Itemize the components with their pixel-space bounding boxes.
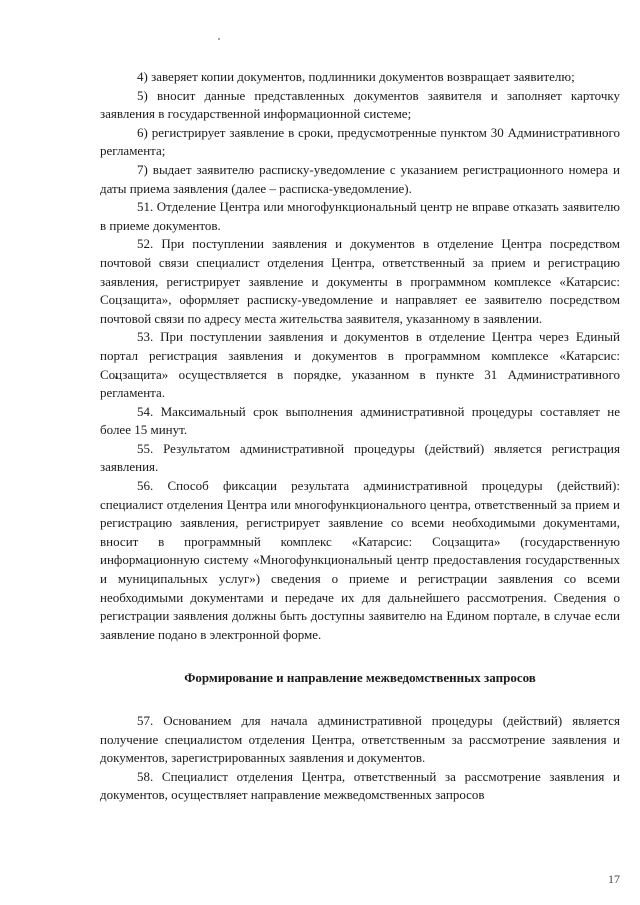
page-number: 17	[608, 872, 620, 886]
list-item-6: 6) регистрирует заявление в сроки, предусмотренные пунктом 30 Административного регламента;	[100, 124, 620, 159]
clause-51: 51. Отделение Центра или многофункциональный центр не вправе отказать заявителю в приеме документов.	[100, 199, 620, 233]
clause-57: 57. Основанием для начала административной процедуры (действий) является получение специалистом отделения Центра, ответственным за рассмотрение заявления и документов, зарегистрированных заявления и документов.	[100, 713, 620, 766]
clause-53: 53. При поступлении заявления и документов в отделение Центра через Единый портал регистрация заявления и документов в программном комплексе «Катарсис: Соцзащита» осуществляется в порядке, указанном в пункте 31 Административного регламента.	[100, 329, 620, 401]
scan-artifact	[218, 38, 220, 40]
clause-54: 54. Максимальный срок выполнения административной процедуры составляет не более 15 минут.	[100, 403, 620, 438]
list-item-5: 5) вносит данные представленных документов заявителя и заполняет карточку заявления в государственной информационной системе;	[100, 87, 620, 122]
list-item-7: 7) выдает заявителю расписку-уведомление с указанием регистрационного номера и даты приема заявления (далее – расписка-уведомление).	[100, 161, 620, 196]
clause-58: 58. Специалист отделения Центра, ответственный за рассмотрение заявления и документов, осуществляет направление межведомственных запросов	[100, 768, 620, 803]
clause-55: 55. Результатом административной процедуры (действий) является регистрация заявления.	[100, 440, 620, 475]
document-body	[100, 68, 620, 805]
clause-56: 56. Способ фиксации результата административной процедуры (действий): специалист отделения Центра или многофункционального центра, ответственный за прием и регистрацию заявления, регистрирует заявление со всеми необходимыми документами, вносит в программный комплекс «Катарсис: Соцзащита» (государственную информационную систему «Многофункциональный центр предоставления государственных и муниципальных услуг») сведения о приеме и регистрации заявления со всеми необходимыми документами и передаче их для дальнейшего рассмотрения. Сведения о регистрации заявления должны быть доступны заявителю на Едином портале, в случае если заявление подано в электронной форме.	[100, 478, 620, 642]
list-item-4: 4) заверяет копии документов, подлинники документов возвращает заявителю;	[137, 69, 575, 84]
section-heading: Формирование и направление межведомственных запросов	[184, 670, 536, 686]
clause-52: 52. При поступлении заявления и документов в отделение Центра посредством почтовой связи специалист отделения Центра, ответственный за прием и регистрацию заявления, регистрирует заявление и документы в программном комплексе «Катарсис: Соцзащита», оформляет расписку-уведомление и направляет ее заявителю посредством почтовой связи по адресу места жительства заявителя, указанному в заявлении.	[100, 236, 620, 326]
